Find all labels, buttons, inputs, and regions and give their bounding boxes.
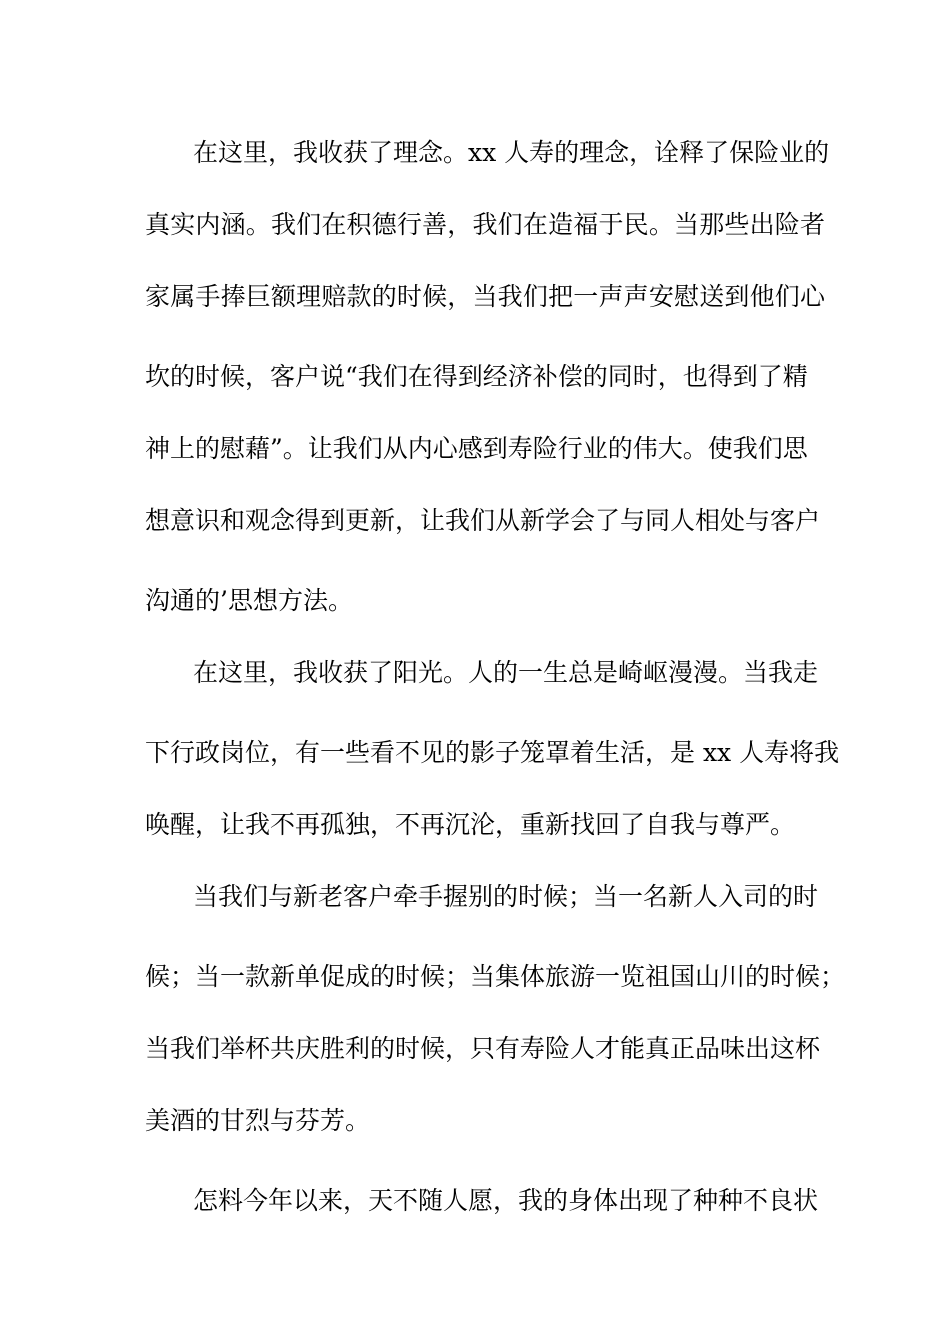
paragraph-1-line-3: 家属手捧巨额理赔款的时候，当我们把一声声安慰送到他们心: [145, 282, 825, 311]
paragraph-1-line-7: 沟通的’思想方法。: [145, 586, 353, 615]
paragraph-4-line-1: 怎料今年以来，天不随人愿，我的身体出现了种种不良状: [193, 1186, 819, 1215]
paragraph-3-line-4: 美酒的甘烈与芬芳。: [145, 1106, 371, 1135]
paragraph-2-line-2: 下行政岗位，有一些看不见的影子笼罩着生活，是 xx 人寿将我: [145, 738, 840, 767]
paragraph-3-line-3: 当我们举杯共庆胜利的时候，只有寿险人才能真正品味出这杯: [145, 1034, 821, 1063]
paragraph-3-line-2: 候；当一款新单促成的时候；当集体旅游一览祖国山川的时候；: [145, 962, 846, 991]
paragraph-1-line-1: 在这里，我收获了理念。xx 人寿的理念，诠释了保险业的: [193, 138, 830, 167]
paragraph-2-line-1: 在这里，我收获了阳光。人的一生总是崎岖漫漫。当我走: [193, 658, 819, 687]
paragraph-3-line-1: 当我们与新老客户牵手握别的时候；当一名新人入司的时: [193, 882, 819, 911]
paragraph-1-line-2: 真实内涵。我们在积德行善，我们在造福于民。当那些出险者: [145, 210, 825, 239]
paragraph-2-line-3: 唤醒，让我不再孤独，不再沉沦，重新找回了自我与尊严。: [145, 810, 796, 839]
paragraph-1-line-4: 坎的时候，客户说“我们在得到经济补偿的同时，也得到了精: [145, 362, 808, 391]
paragraph-1-line-6: 想意识和观念得到更新，让我们从新学会了与同人相处与客户: [145, 506, 821, 535]
paragraph-1-line-5: 神上的慰藉”。让我们从内心感到寿险行业的伟大。使我们思: [145, 434, 808, 463]
